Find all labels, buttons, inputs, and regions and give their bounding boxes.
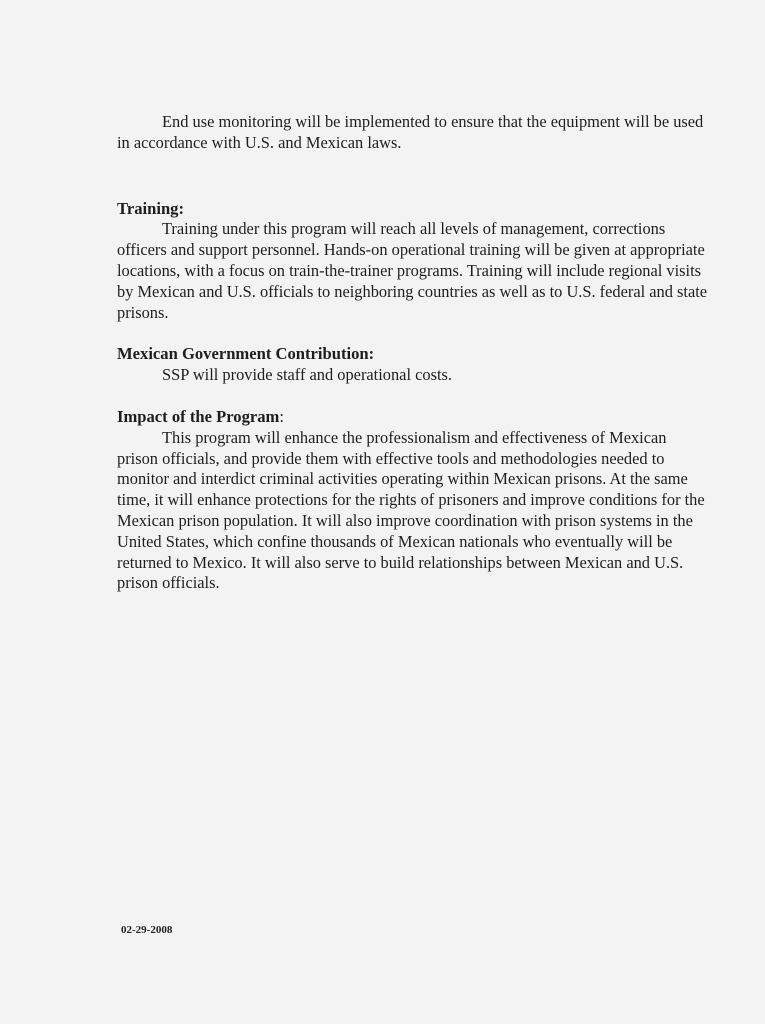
document-body — [117, 112, 709, 594]
contribution-heading: Mexican Government Contribution: — [117, 344, 375, 364]
spacer — [117, 154, 709, 199]
spacer — [117, 323, 709, 344]
training-body: Training under this program will reach all levels of management, corrections officers and support personnel. Hands-on operational training will be given at appropriate locations, with a focus on train-the-trainer programs. Training will include regional visits by Mexican and U.S. officials to neighboring countries as well as to U.S. federal and state prisons. — [117, 219, 708, 322]
intro-paragraph: End use monitoring will be implemented to ensure that the equipment will be used in accordance with U.S. and Mexican laws. — [117, 112, 704, 152]
impact-heading-text: Impact of the Program — [117, 406, 280, 426]
impact-body: This program will enhance the professionalism and effectiveness of Mexican prison officials, and provide them with effective tools and methodologies needed to monitor and interdict criminal activities operating within Mexican prisons. At the same time, it will enhance protections for the rights of prisoners and improve conditions for the Mexican prison population. It will also improve coordination with prison systems in the United States, which confine thousands of Mexican nationals who eventually will be returned to Mexico. It will also serve to build relationships between Mexican and U.S. prison officials. — [117, 427, 705, 593]
contribution-body: SSP will provide staff and operational costs. — [162, 365, 452, 385]
spacer — [117, 386, 709, 407]
training-heading: Training: — [117, 198, 184, 218]
impact-heading-colon: : — [279, 406, 284, 426]
footer-date: 02-29-2008 — [121, 924, 173, 936]
impact-heading — [117, 407, 709, 428]
